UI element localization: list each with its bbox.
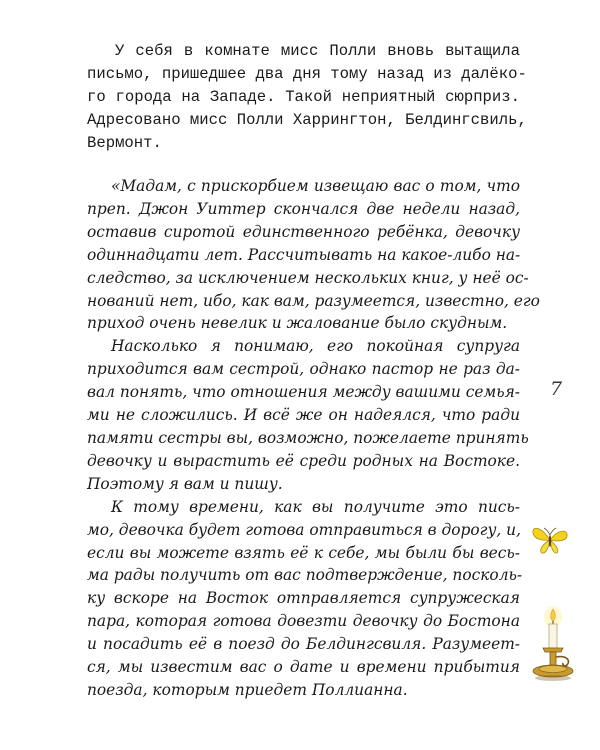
text-line: вал понять, что отношения между вашими семья-	[87, 383, 520, 402]
text-line: одиннадцати лет. Рассчитывать на какое-либо на-	[87, 245, 521, 264]
candlestick-illustration	[527, 605, 579, 685]
text-line: Вермонт.	[87, 134, 162, 152]
text-line: К тому времени, как вы получите это пись-	[111, 497, 520, 516]
butterfly-illustration	[530, 523, 570, 557]
text-line: го города на Западе. Такой неприятный сюрприз.	[87, 88, 520, 106]
text-line: ма рады получить от вас подтверждение, посколь-	[87, 566, 523, 585]
text-line: нований нет, ибо, как вам, разумеется, известно, его	[87, 291, 540, 310]
text-line: Адресовано мисс Полли Харрингтон, Белдингсвиль,	[87, 111, 527, 129]
text-line: ми не сложились. И всё же он надеялся, что ради	[87, 406, 520, 425]
text-line: преп. Джон Уиттер скончался две недели назад,	[87, 199, 520, 218]
text-line: и посадить её в поезд до Белдингсвиля. Разумеет-	[87, 635, 520, 654]
text-line: «Мадам, с прискорбием извещаю вас о том, что	[111, 177, 520, 195]
text-line: пара, которая готова довезти девочку до Бостона	[87, 612, 520, 631]
page-number: 7	[550, 378, 563, 400]
text-line: Насколько я понимаю, его покойная супруга	[111, 337, 520, 356]
candle-icon	[533, 606, 573, 681]
text-line: письмо, пришедшее два дня тому назад из далёко-	[87, 65, 527, 83]
text-line: памяти сестры вы, возможно, пожелаете принять	[87, 428, 529, 447]
text-line: приходится вам сестрой, однако пастор не раз да-	[87, 360, 520, 379]
text-line: если вы можете взять её к себе, мы были бы весь-	[87, 543, 520, 562]
text-line: приход очень невелик и жалование было скудным.	[87, 314, 508, 333]
text-line: У себя в комнате мисс Полли вновь вытащила	[115, 42, 520, 60]
text-line: Поэтому я вам и пишу.	[87, 474, 283, 493]
text-line: девочку и вырастить её среди родных на Востоке.	[87, 451, 520, 470]
text-line: мо, девочка будет готова отправиться в дорогу, и,	[87, 520, 521, 539]
intro-paragraph	[87, 40, 527, 155]
text-line: оставив сиротой единственного ребёнка, девочку	[87, 222, 520, 241]
text-line: следство, за исключением нескольких книг, у неё ос-	[87, 268, 529, 287]
letter-paragraph-1	[87, 175, 540, 335]
text-line: поезда, которым приедет Поллианна.	[87, 680, 408, 699]
text-line: ку вскоре на Восток отправляется супружеская	[87, 589, 520, 608]
butterfly-icon	[533, 528, 567, 553]
text-line: ся, мы известим вас о дате и времени прибытия	[87, 658, 520, 677]
letter-text	[87, 175, 540, 702]
letter-paragraph-3	[87, 496, 523, 702]
letter-paragraph-2	[87, 335, 529, 495]
